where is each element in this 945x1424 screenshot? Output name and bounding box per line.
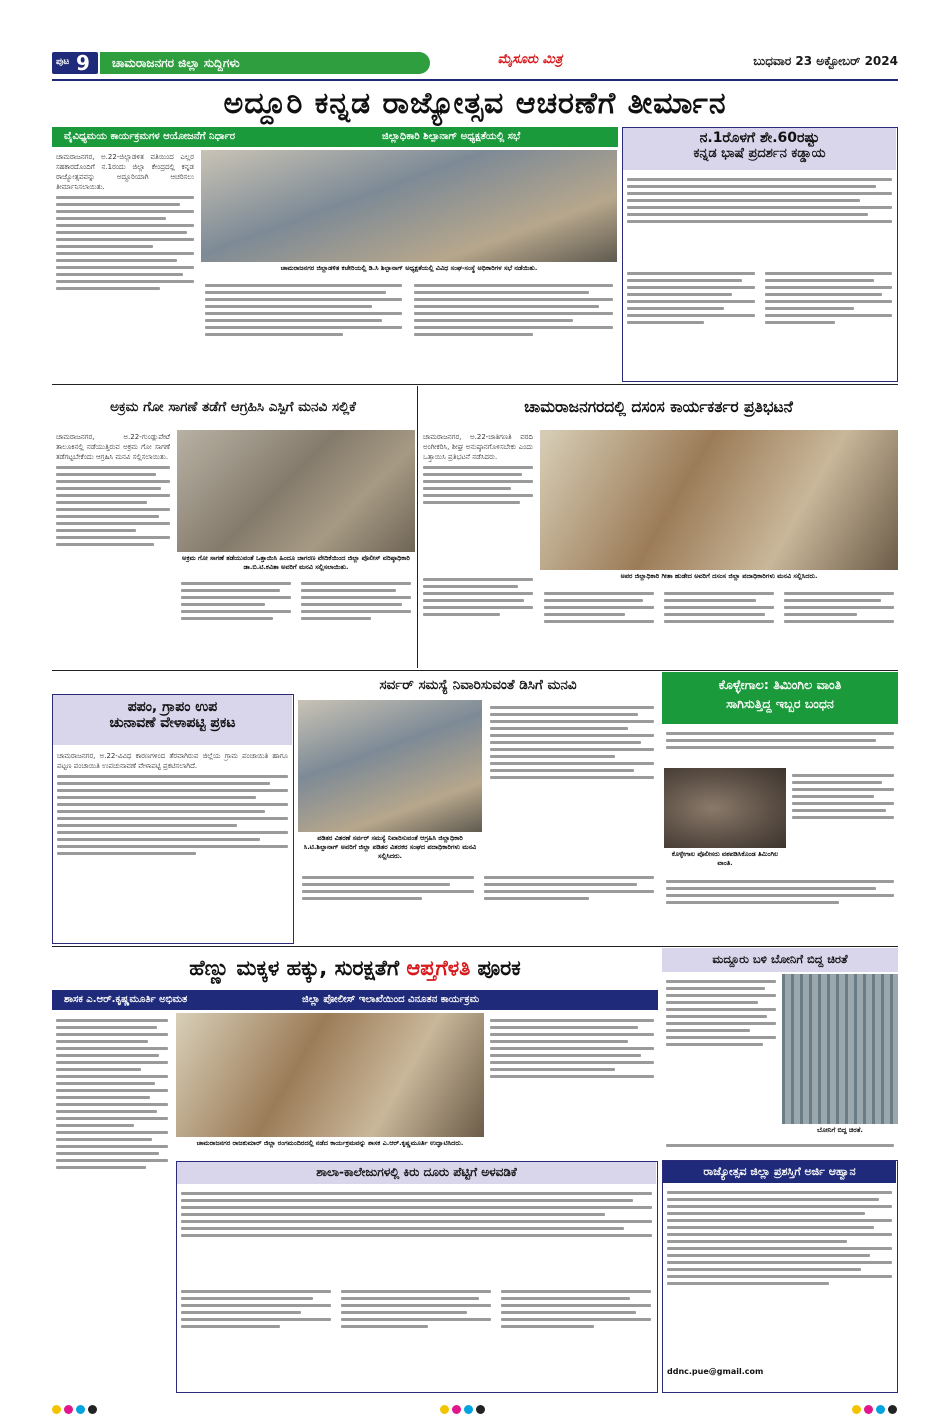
women-subhead-2: ಜಿಲ್ಲಾ ಪೋಲೀಸ್ ಇಲಾಖೆಯಿಂದ ವಿನೂತನ ಕಾರ್ಯಕ್ರಮ bbox=[302, 994, 480, 1005]
section-title: ಚಾಮರಾಜನಗರ ಜಿಲ್ಲಾ ಸುದ್ದಿಗಳು bbox=[112, 56, 240, 70]
lead-subhead-bar bbox=[52, 127, 618, 147]
server-column-2 bbox=[298, 870, 478, 944]
lead-headline: ಅದ್ದೂರಿ ಕನ್ನಡ ರಾಜ್ಯೋತ್ಸವ ಆಚರಣೆಗೆ ತೀರ್ಮಾನ bbox=[223, 86, 727, 121]
masthead-bar bbox=[0, 48, 945, 78]
divider-v1 bbox=[417, 386, 418, 668]
header-rule bbox=[52, 79, 898, 81]
election-intro: ಚಾಮರಾಜನಗರ, ಅ.22-ವಿವಿಧ ಕಾರಣಗಳಿಂದ ತೆರವಾಗಿರುವ ಜಿಲ್ಲೆಯ ಗ್ರಾಮ ಪಂಚಾಯಿತಿ ಹಾಗೂ ಪಟ್ಟಣ ಪಂಚಾಯಿತಿ ಉಪಚುನಾವಣೆ ವೇಳಾಪಟ್ಟಿ ಪ್ರಕಟಿಸಲಾಗಿದೆ. bbox=[57, 752, 288, 770]
women-subhead-1: ಶಾಸಕ ಎ.ಆರ್.ಕೃಷ್ಣಮೂರ್ತಿ ಅಭಿಮತ bbox=[64, 994, 188, 1005]
divider-3 bbox=[52, 946, 898, 947]
award-headline: ರಾಜ್ಯೋತ್ಸವ ಜಿಲ್ಲಾ ಪ್ರಶಸ್ತಿಗೆ ಅರ್ಜಿ ಆಹ್ವಾನ bbox=[703, 1165, 856, 1178]
cow-photo-caption: ಅಕ್ರಮ ಗೋ ಸಾಗಣೆ ತಡೆಯುವಂತೆ ಒತ್ತಾಯಿಸಿ ಹಿಂದೂ ಜಾಗರಣ ವೇದಿಕೆಯಿಂದ ಜಿಲ್ಲಾ ಪೊಲೀಸ್ ವರಿಷ್ಠಾಧಿಕಾರಿ ಡಾ.ಬಿ.ಟಿ.ಕವಿತಾ ಅವರಿಗೆ ಮನವಿ ಸಲ್ಲಿಸಲಾಯಿತು. bbox=[177, 552, 415, 574]
ambergris-caption: ಕೊಳ್ಳೇಗಾಲ ಪೊಲೀಸರು ವಶಪಡಿಸಿಕೊಂಡ ತಿಮಿಂಗಿಲ ವಾಂತಿ. bbox=[664, 848, 786, 870]
award-body bbox=[663, 1185, 896, 1365]
cow-headline: ಅಕ್ರಮ ಗೋ ಸಾಗಣೆ ತಡೆಗೆ ಆಗ್ರಹಿಸಿ ಎಸ್ಪಿಗೆ ಮನವಿ ಸಲ್ಲಿಕೆ bbox=[110, 399, 356, 415]
kannada-box-title: ನ.1ರೊಳಗೆ ಶೇ.60ರಷ್ಟು bbox=[699, 130, 820, 146]
lead-photo-caption: ಚಾಮರಾಜನಗರ ಜಿಲ್ಲಾಡಳಿತ ಕಚೇರಿಯಲ್ಲಿ ಡಿ.ಸಿ ಶಿಲ್ಪಾನಾಗ್ ಅಧ್ಯಕ್ಷತೆಯಲ್ಲಿ ವಿವಿಧ ಸಂಘ-ಸಂಸ್ಥೆ ಅಧಿಕಾರಿಗಳ ಸಭೆ ನಡೆಯಿತು. bbox=[201, 262, 617, 276]
dss-photo bbox=[540, 430, 898, 570]
women-headline bbox=[52, 948, 658, 988]
election-title-bar bbox=[53, 695, 292, 745]
award-title-bar bbox=[663, 1161, 896, 1183]
women-photo-event bbox=[176, 1013, 484, 1137]
complaint-box-body bbox=[177, 1186, 656, 1282]
women-photo-caption: ಚಾಮರಾಜನಗರ ರಾಜಕುಮಾರ್ ಜಿಲ್ಲಾ ರಂಗಮಂದಿರದಲ್ಲಿ ನಡೆದ ಕಾರ್ಯಕ್ರಮವನ್ನು ಶಾಸಕ ಎ.ಆರ್.ಕೃಷ್ಣಮೂರ್ತಿ ಉದ್ಘಾಟಿಸಿದರು. bbox=[176, 1137, 484, 1159]
lead-subhead-2: ಜಿಲ್ಲಾಧಿಕಾರಿ ಶಿಲ್ಪಾನಾಗ್ ಅಧ್ಯಕ್ಷತೆಯಲ್ಲಿ ಸಭೆ bbox=[382, 131, 521, 142]
server-photo bbox=[298, 700, 482, 832]
page-label-box bbox=[52, 52, 98, 74]
election-box bbox=[52, 694, 294, 944]
section-banner bbox=[100, 52, 430, 74]
award-box bbox=[662, 1160, 898, 1393]
lead-column-3 bbox=[410, 278, 617, 382]
kannada-box-body bbox=[623, 172, 896, 262]
women-column-2 bbox=[486, 1013, 658, 1159]
lead-photo-meeting bbox=[201, 150, 617, 262]
kannada-box-title-bar bbox=[623, 128, 896, 170]
complaint-box-title-bar bbox=[177, 1162, 656, 1184]
dss-column-4 bbox=[660, 586, 778, 668]
kollegal-headline-1: ಕೊಳ್ಳೇಗಾಲ: ತಿಮಿಂಗಿಲ ವಾಂತಿ bbox=[718, 677, 842, 692]
cow-column-3 bbox=[297, 576, 415, 668]
election-headline-1: ಪಪಂ, ಗ್ರಾಪಂ ಉಪ bbox=[127, 699, 218, 715]
page-number: 9 bbox=[76, 52, 90, 74]
complaint-box-col-1 bbox=[177, 1284, 335, 1390]
kollegal-column-right bbox=[788, 768, 898, 872]
server-column-3 bbox=[480, 870, 658, 944]
kollegal-column-bottom bbox=[662, 874, 898, 944]
dss-photo-caption: ಅಪರ ಜಿಲ್ಲಾಧಿಕಾರಿ ಗೀತಾ ಹುಡೇದ ಅವರಿಗೆ ದಸಂಸ ಜಿಲ್ಲಾ ಪದಾಧಿಕಾರಿಗಳು ಮನವಿ ಸಲ್ಲಿಸಿದರು. bbox=[540, 570, 898, 584]
dss-column-3 bbox=[540, 586, 658, 668]
lead-intro: ಚಾಮರಾಜನಗರ, ಅ.22-ಜಿಲ್ಲಾಡಳಿತ ವತಿಯಿಂದ ಎಲ್ಲರ ಸಹಕಾರದೊಂದಿಗೆ ನ.1ರಂದು ಜಿಲ್ಲಾ ಕೇಂದ್ರದಲ್ಲಿ ಕನ್ನಡ ರಾಜ್ಯೋತ್ಸವವನ್ನು ಅದ್ದೂರಿಯಾಗಿ ಆಚರಿಸಲು ತೀರ್ಮಾನಿಸಲಾಯಿತು. bbox=[56, 153, 194, 191]
kannada-box-col-right bbox=[761, 266, 896, 380]
women-headline-a: ಹೆಣ್ಣು ಮಕ್ಕಳ ಹಕ್ಕು, ಸುರಕ್ಷತೆಗೆ bbox=[189, 956, 400, 980]
lead-column-1 bbox=[52, 150, 198, 382]
award-email[interactable]: ddnc.pue@gmail.com bbox=[667, 1367, 764, 1376]
dss-headline: ಚಾಮರಾಜನಗರದಲ್ಲಿ ದಸಂಸ ಕಾರ್ಯಕರ್ತರ ಪ್ರತಿಭಟನೆ bbox=[524, 398, 793, 416]
women-subhead-bar bbox=[52, 990, 658, 1010]
leopard-title-bar bbox=[662, 948, 898, 972]
server-photo-caption: ಪಡಿತರ ವಿತರಣೆ ಸರ್ವರ್ ಸಮಸ್ಯೆ ನಿವಾರಿಸುವಂತೆ ಆಗ್ರಹಿಸಿ ಜಿಲ್ಲಾಧಿಕಾರಿ ಸಿ.ಟಿ.ಶಿಲ್ಪಾನಾಗ್ ಅವರಿಗೆ ಜಿಲ್ಲಾ ಪಡಿತರ ವಿತರಕರ ಸಂಘದ ಪದಾಧಿಕಾರಿಗಳು ಮನವಿ ಸಲ್ಲಿಸಿದರು. bbox=[298, 832, 482, 868]
kannada-box-subtitle: ಕನ್ನಡ ಭಾಷೆ ಪ್ರದರ್ಶನ ಕಡ್ಡಾಯ bbox=[693, 146, 826, 161]
election-body bbox=[53, 749, 292, 941]
cow-intro: ಚಾಮರಾಜನಗರ, ಅ.22-ಗುಂಡ್ಲುಪೇಟೆ ತಾಲೂಕಿನಲ್ಲಿ ನಡೆಯುತ್ತಿರುವ ಅಕ್ರಮ ಗೋ ಸಾಗಣೆ ತಡೆಗಟ್ಟಬೇಕೆಂದು ಆಗ್ರಹಿಸಿ ಮನವಿ ಸಲ್ಲಿಸಲಾಯಿತು. bbox=[56, 433, 170, 461]
leopard-column-bottom bbox=[662, 1138, 898, 1158]
complaint-box-title: ಶಾಲಾ-ಕಾಲೇಜುಗಳಲ್ಲಿ ಕಿರು ದೂರು ಪೆಟ್ಟಿಗೆ ಅಳವಡಿಕೆ bbox=[316, 1165, 517, 1179]
women-headline-b: ಆಪ್ತಗೆಳತಿ bbox=[406, 956, 471, 980]
server-headline: ಸರ್ವರ್ ಸಮಸ್ಯೆ ನಿವಾರಿಸುವಂತೆ ಡಿಸಿಗೆ ಮನವಿ bbox=[379, 677, 577, 693]
kollegal-title-bar bbox=[662, 672, 898, 724]
election-headline-2: ಚುನಾವಣೆ ವೇಳಾಪಟ್ಟಿ ಪ್ರಕಟ bbox=[109, 715, 236, 731]
lead-subhead-1: ವೈವಿಧ್ಯಮಯ ಕಾರ್ಯಕ್ರಮಗಳ ಆಯೋಜನೆಗೆ ನಿರ್ಧಾರ bbox=[64, 131, 236, 142]
divider-1 bbox=[52, 384, 898, 385]
kannada-display-box bbox=[622, 127, 898, 382]
complaint-box-col-2 bbox=[337, 1284, 495, 1390]
leopard-photo bbox=[782, 974, 898, 1124]
cow-column-2 bbox=[177, 576, 295, 668]
cow-column-1 bbox=[52, 430, 174, 668]
cow-photo bbox=[177, 430, 415, 552]
server-column-1 bbox=[486, 700, 658, 868]
paper-logo: ಮೈಸೂರು ಮಿತ್ರ bbox=[497, 52, 563, 67]
ambergris-photo bbox=[664, 768, 786, 848]
page-label: ಪುಟ bbox=[56, 57, 70, 67]
dss-column-5 bbox=[780, 586, 898, 668]
complaint-box-panel bbox=[176, 1161, 658, 1393]
issue-date: ಬುಧವಾರ 23 ಅಕ್ಟೋಬರ್ 2024 bbox=[753, 54, 898, 68]
kannada-box-col-left bbox=[623, 266, 759, 380]
dss-intro: ಚಾಮರಾಜನಗರ, ಅ.22-ಜಾತಿಗಣತಿ ವರದಿ ಅಂಗೀಕರಿಸಿ, ಶೀಘ್ರ ಅನುಷ್ಠಾನಗೊಳಿಸಬೇಕು ಎಂದು ಒತ್ತಾಯಿಸಿ ಪ್ರತಿಭಟನೆ ನಡೆಸಿದರು. bbox=[423, 433, 533, 461]
dss-column-2 bbox=[419, 572, 537, 668]
kollegal-headline-2: ಸಾಗಿಸುತ್ತಿದ್ದ ಇಬ್ಬರ ಬಂಧನ bbox=[726, 696, 834, 711]
kollegal-intro bbox=[662, 726, 898, 766]
leopard-caption: ಬೋನಿಗೆ ಬಿದ್ದ ಚಿರತೆ. bbox=[782, 1124, 898, 1138]
dss-column-1 bbox=[419, 430, 537, 570]
complaint-box-col-3 bbox=[497, 1284, 655, 1390]
divider-2 bbox=[52, 670, 898, 671]
women-column-1 bbox=[52, 1013, 172, 1393]
leopard-headline: ಮದ್ದೂರು ಬಳಿ ಬೋನಿಗೆ ಬಿದ್ದ ಚಿರತೆ bbox=[712, 952, 848, 966]
women-headline-c: ಪೂರಕ bbox=[477, 956, 521, 980]
lead-column-2 bbox=[201, 278, 406, 382]
leopard-column bbox=[662, 974, 780, 1134]
